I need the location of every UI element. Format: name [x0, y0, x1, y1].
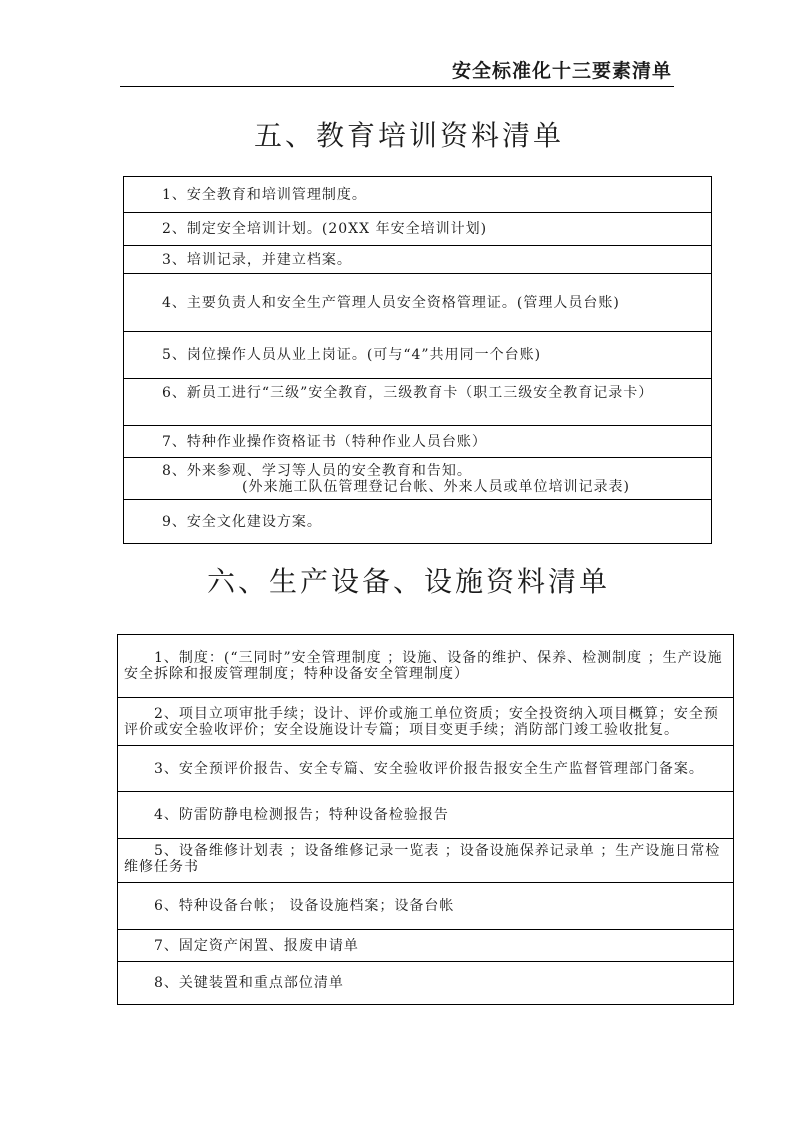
page-header	[120, 54, 674, 87]
list-item-text: 6、特种设备台帐； 设备设施档案；设备台帐	[154, 898, 455, 914]
list-item: 5、岗位操作人员从业上岗证。(可与“4”共用同一个台账)	[124, 332, 712, 379]
header-title: 安全标准化十三要素清单	[451, 60, 672, 82]
list-item: 3、培训记录，并建立档案。	[124, 246, 712, 274]
education-training-table	[123, 176, 712, 544]
list-item	[124, 458, 712, 500]
list-item-text: 4、防雷防静电检测报告；特种设备检验报告	[154, 807, 449, 823]
section-title-equipment: 六、生产设备、设施资料清单	[207, 565, 611, 598]
list-item-text: 7、固定资产闲置、报废申请单	[154, 937, 359, 954]
list-item: 4、主要负责人和安全生产管理人员安全资格管理证。(管理人员台账)	[124, 274, 712, 332]
list-item	[118, 839, 734, 883]
section-title-education: 五、教育培训资料清单	[254, 119, 565, 152]
list-item: 2、制定安全培训计划。(20XX 年安全培训计划)	[124, 213, 712, 246]
list-item-text: 2、项目立项审批手续；设计、评价或施工单位资质；安全投资纳入项目概算；安全预评价或安全验收评价；安全设施设计专篇；项目变更手续；消防部门竣工验收批复。	[124, 705, 719, 738]
list-item-text: 1、制度：(“三同时”安全管理制度 ；设施、设备的维护、保养、检测制度 ；生产设施安全拆除和报废管理制度；特种设备安全管理制度）	[124, 650, 723, 682]
list-item-text: 5、设备维修计划表 ；设备维修记录一览表 ；设备设施保养记录单 ；生产设施日常检维修任务书	[124, 843, 721, 875]
list-item	[118, 635, 734, 698]
list-item	[118, 698, 734, 746]
equipment-facilities-table	[117, 634, 734, 1005]
list-item	[118, 962, 734, 1005]
list-item	[118, 930, 734, 962]
list-item: 9、安全文化建设方案。	[124, 500, 712, 544]
list-item	[118, 746, 734, 792]
list-item	[118, 883, 734, 930]
list-item-text: 8、关键装置和重点部位清单	[154, 975, 344, 991]
list-item	[118, 792, 734, 839]
list-item: 6、新员工进行“三级”安全教育，三级教育卡（职工三级安全教育记录卡）	[124, 379, 712, 426]
list-item: 1、安全教育和培训管理制度。	[124, 177, 712, 213]
list-item-main: 8、外来参观、学习等人员的安全教育和告知。	[162, 462, 472, 479]
list-item-sub: (外来施工队伍管理登记台帐、外来人员或单位培训记录表)	[242, 478, 630, 495]
list-item: 7、特种作业操作资格证书（特种作业人员台账）	[124, 426, 712, 458]
list-item-text: 3、安全预评价报告、安全专篇、安全验收评价报告报安全生产监督管理部门备案。	[154, 760, 704, 777]
